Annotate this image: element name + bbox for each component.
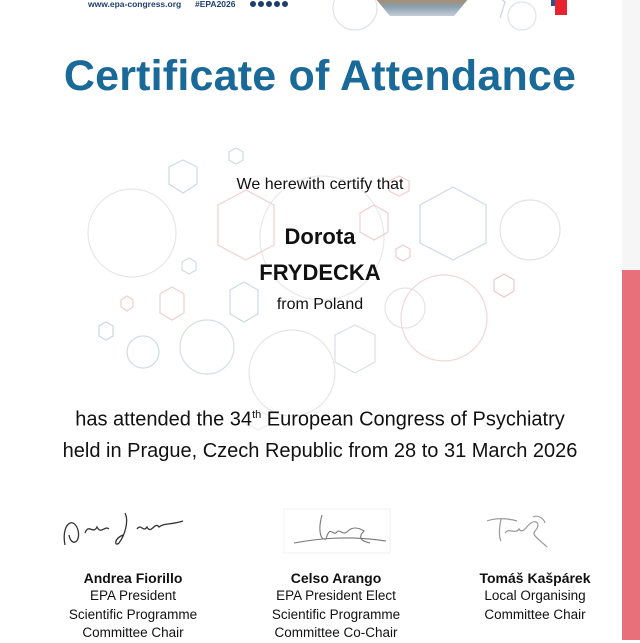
signatory-role: Committee Co-Chair (274, 625, 398, 640)
signatory-name: Celso Arango (290, 570, 382, 586)
ordinal-suffix: th (252, 409, 262, 421)
signatory-role: Committee Chair (82, 625, 184, 640)
signatory-role: Committee Chair (484, 606, 586, 622)
attendance-line-1 (0, 400, 640, 436)
attendance-line-2: held in Prague, Czech Republic from 28 to 31 March 2026 (62, 439, 578, 462)
attendee-first-name: Dorota (284, 224, 356, 249)
attendee-country: from Poland (276, 296, 364, 313)
signatory-name: Andrea Fiorillo (83, 570, 183, 586)
attendee-last-name: FRYDECKA (259, 260, 381, 285)
signatory-role: EPA President Elect (276, 588, 396, 603)
signature-2 (236, 505, 436, 555)
signatory-3 (435, 505, 635, 624)
hashtag: #EPA2026 (195, 0, 236, 9)
congress-name: European Congress of Psychiatry (261, 408, 565, 431)
signatory-role: Scientific Programme (271, 606, 401, 622)
signatory-role: Local Organising (484, 588, 586, 603)
attendance-prefix: has attended the 34 (75, 408, 253, 431)
signatory-role: EPA President (89, 588, 177, 603)
signatory-1 (33, 505, 233, 643)
signatory-2 (236, 505, 436, 643)
signatory-role: Scientific Programme (68, 606, 198, 622)
signature-1 (33, 505, 233, 555)
signatory-name: Tomáš Kašpárek (479, 570, 591, 586)
signature-3 (435, 505, 635, 555)
certify-statement: We herewith certify that (236, 176, 404, 193)
website-link[interactable]: www.epa-congress.org (88, 0, 182, 9)
attendance-statement (0, 400, 640, 467)
certificate-title: Certificate of Attendance (63, 52, 577, 100)
